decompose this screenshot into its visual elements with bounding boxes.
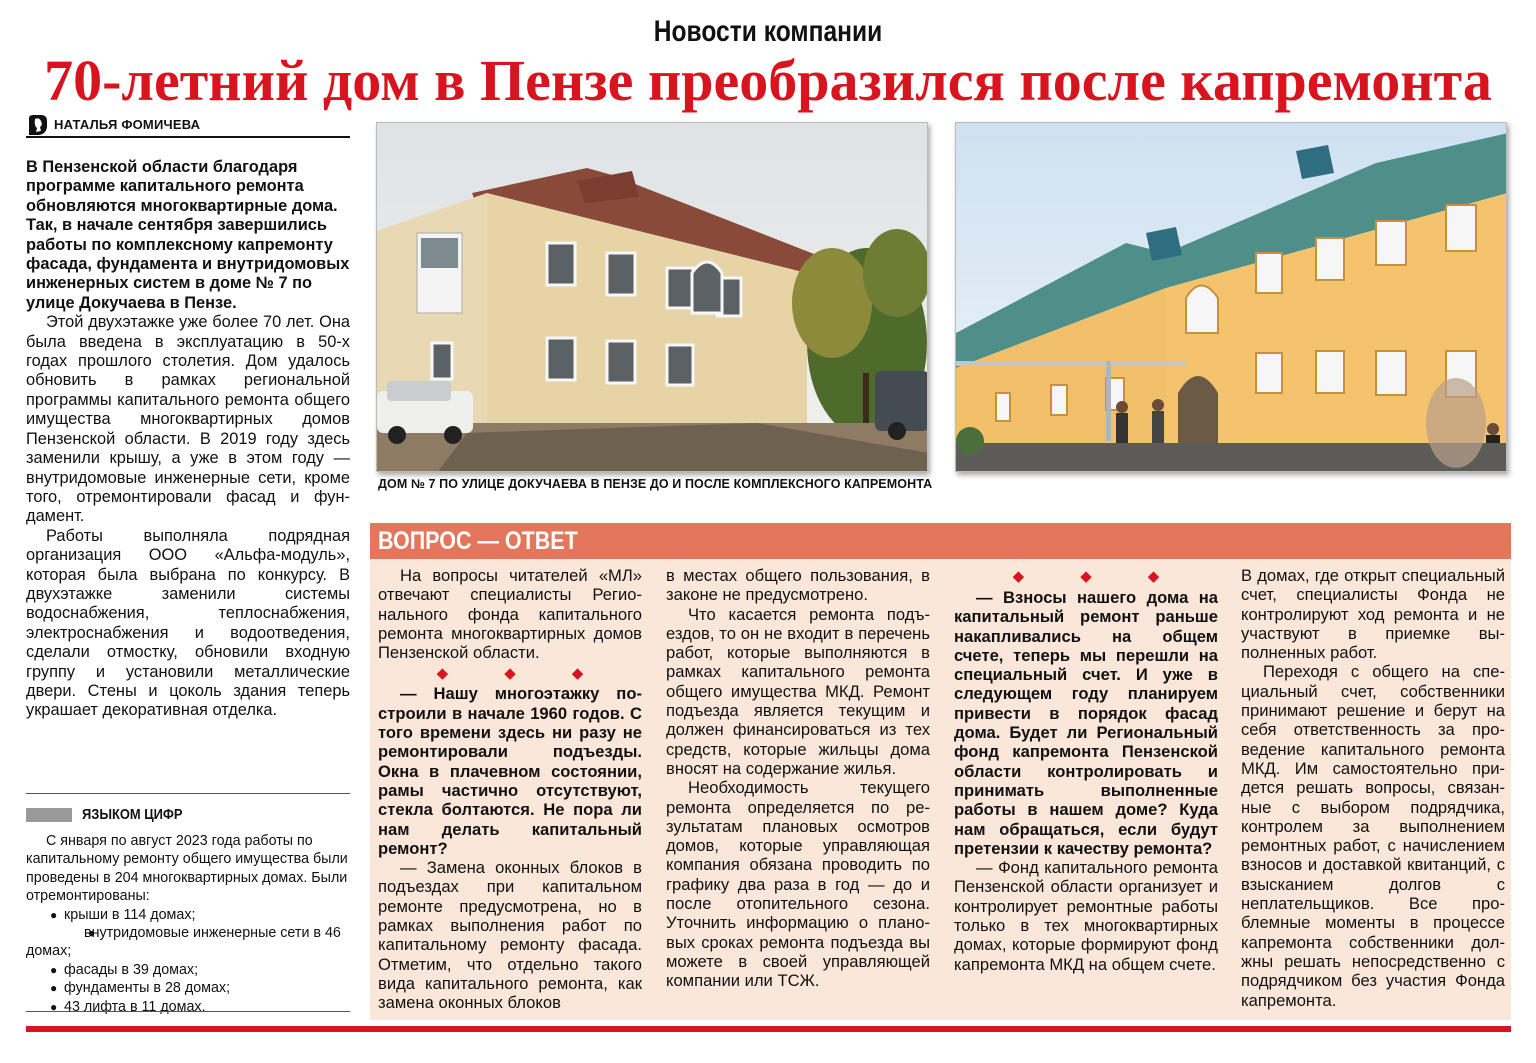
- figures-title: ЯЗЫКОМ ЦИФР: [82, 806, 183, 823]
- qa-paragraph: В домах, где открыт специальный счет, специалисты Фонда не контролируют ход ремонта и не участвуют в приемке выполненных работ.: [1241, 566, 1505, 663]
- qa-paragraph: Переходя с общего на специальный счет, собственники принимают решение и берут на себя ответственность за проведение капитального ремонта МКД. Им самостоятельно придется решать вопросы, связанные с выбором подрядчика, контролем за выполнением ремонтных работ, с начислением взносов и доставкой квитанций, с взысканием долгов с неплательщиков. Все проблемные моменты в процессе капремонта собственники должны решать непосредственно с подрядчиком без участия Фонда капремонта.: [1241, 662, 1505, 1010]
- diamond-icon: ◆: [1147, 568, 1160, 586]
- qa-paragraph: в местах общего пользования, в законе не предусмотрено.: [666, 566, 930, 605]
- photo-after: [955, 122, 1507, 472]
- qa-question: — Нашу многоэтажку построили в начале 1960 годов. С того времени здесь ни разу не ремонтировали подъезды. Окна в плачевном состоянии, рамы частично отсутствуют, стекла болтаются. Не пора ли нам делать капитальный ремонт?: [378, 684, 642, 858]
- qa-answer: — Фонд капитального ремонта Пензенской области организует и контролирует ремонтные работы только в тех многоквартирных домах, которые формируют фонд капремонта МКД на общем счете.: [954, 858, 1218, 974]
- figures-list: [26, 906, 350, 1016]
- article-body: [26, 158, 350, 721]
- divider: [26, 1011, 350, 1012]
- diamond-icon: ◆: [1012, 568, 1025, 586]
- list-item: ● фундаменты в 28 домах;: [26, 979, 350, 997]
- figures-intro: С января по август 2023 года работы по капитальному ремонту общего имущества были проведены в 204 многоквартирных домах. Были отремонтированы:: [26, 833, 348, 905]
- diamond-icon: ◆: [571, 664, 584, 682]
- qa-title: ВОПРОС — ОТВЕТ: [378, 527, 578, 555]
- qa-question: — Взносы нашего дома на капитальный ремонт раньше накапливались на общем счете, теперь мы перешли на специальный счет. И уже в следующем году планируем привести в порядок фасад дома. Будет ли Региональный фонд капремонта Пензенской области контролировать и принимать выполненные работы в нашем доме? Куда нам обращаться, если будут претензии к качеству ремонта?: [954, 588, 1218, 858]
- photo-before: [376, 122, 928, 472]
- list-item: ● фасады в 39 домах;: [26, 961, 350, 979]
- profile-silhouette-icon: [26, 114, 48, 136]
- qa-intro: На вопросы читателей «МЛ» отвечают специалисты Регионального фонда капитального ремонта многоквартирных домов Пензенской области.: [378, 566, 642, 663]
- author-name: НАТАЛЬЯ ФОМИЧЕВА: [54, 117, 201, 132]
- qa-column-4: [1241, 566, 1505, 1010]
- qa-column-2: [666, 566, 930, 991]
- section-rubric: Новости компании: [653, 15, 883, 48]
- figures-bar: [26, 808, 72, 822]
- qa-paragraph: Необходимость текущего ремонта определяется по результатам плановых осмотров домов, которые управляющая компания обязана проводить по графику два раза в год — до и после отопительного сезона. Уточнить информацию о плановых сроках ремонта подъезда вы можете в своей управляющей компании или ТСЖ.: [666, 778, 930, 991]
- qa-column-1: [378, 566, 642, 1013]
- qa-column-3: [954, 566, 1218, 974]
- list-item: ● крыши в 114 домах;: [26, 906, 350, 924]
- divider: [26, 793, 350, 794]
- bottom-rule: [26, 1026, 1511, 1032]
- article-paragraph: Этой двухэтажке уже более 70 лет. Она была введена в эксплуатацию в 50-х годах прошлого столетия. Дом удалось обновить в рамках региональной программы капитального ремонта общего имущества многоквартирных домов Пензенской области. В 2019 году здесь заменили крышу, а уже в этом году — внутридомовые инженерные сети, кроме того, отремонтировали фасад и фундамент.: [26, 313, 350, 526]
- author-byline: [26, 114, 350, 138]
- article-headline: 70-летний дом в Пензе преобразился после капремонта: [44, 48, 1492, 113]
- diamond-icon: ◆: [436, 664, 449, 682]
- qa-answer: — Замена оконных блоков в подъездах при капитальном ремонте предусмотрена, но в рамках выполнения работ по капитальному ремонту фасада. Отметим, что отдельно такого вида капитального ремонта, как замена оконных блоков: [378, 858, 642, 1013]
- list-item: ● внутридомовые инженерные сети в 46 домах;: [26, 924, 350, 961]
- list-item: ● 43 лифта в 11 домах.: [26, 998, 350, 1016]
- figures-box: [26, 806, 350, 1016]
- diamond-icon: ◆: [1080, 568, 1092, 586]
- article-lead: В Пензенской области благодаря программе капитального ремонта обновляются многоквартирные дома. Так, в начале сентября завершились работы по комплексному капремонту фасада, фундамента и внутридомовых инженерных систем в доме № 7 по улице Докучаева в Пензе.: [26, 158, 350, 312]
- diamond-separator: [954, 566, 1218, 588]
- diamond-icon: ◆: [504, 664, 516, 682]
- photo-caption: ДОМ № 7 ПО УЛИЦЕ ДОКУЧАЕВА В ПЕНЗЕ ДО И ПОСЛЕ КОМПЛЕКСНОГО КАПРЕМОНТА: [378, 477, 933, 491]
- article-paragraph: Работы выполняла подрядная организация ООО «Альфа-модуль», которая была выбрана по конкурсу. В двухэтажке заменили системы водоснабжения, теплоснабжения, электроснабжения и водоотведения, сделали отмостку, обновили входную группу и установили металлические двери. Стены и цоколь здания теперь украшает декоративная отделка.: [26, 526, 350, 720]
- diamond-separator: [378, 662, 642, 684]
- qa-paragraph: Что касается ремонта подъездов, то он не входит в перечень работ, которые выполняются в рамках капитального ремонта общего имущества МКД. Ремонт подъезда является текущим и должен финансироваться из тех средств, которые жильцы дома вносят на содержание жилья.: [666, 604, 930, 778]
